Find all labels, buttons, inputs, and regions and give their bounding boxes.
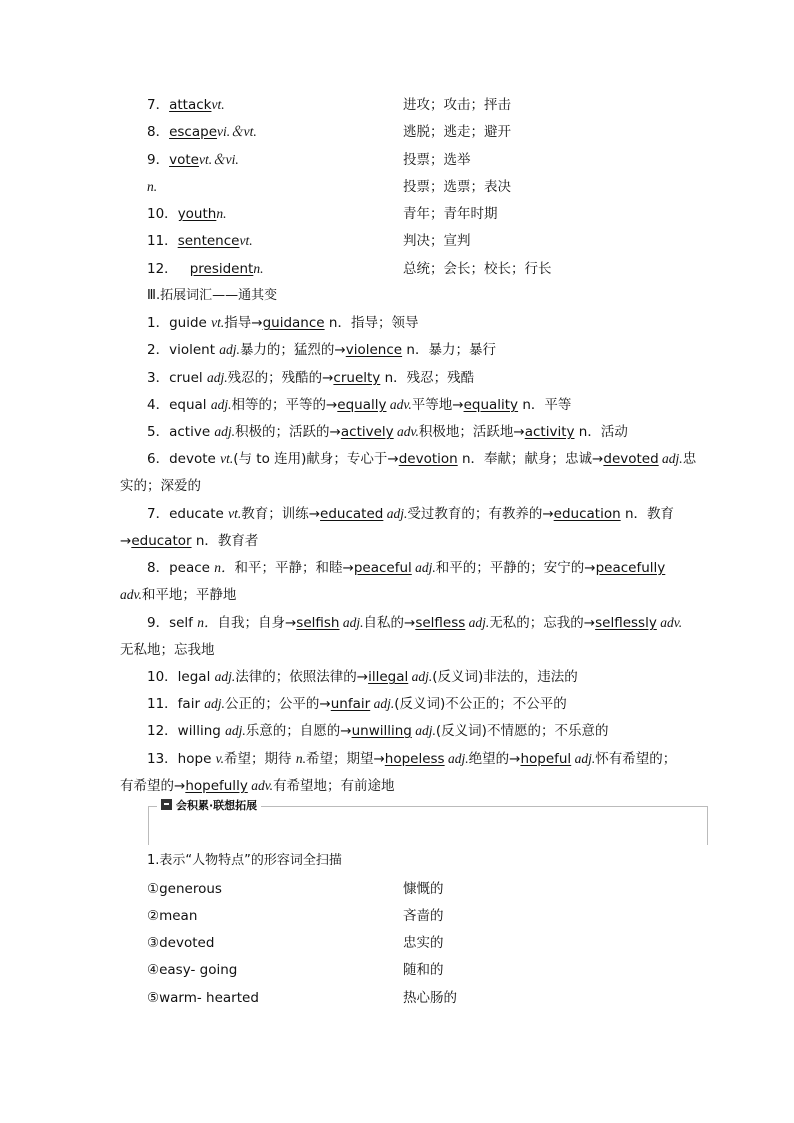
vocab-meaning: 青年；青年时期 — [403, 206, 498, 222]
part-of-speech: vt. — [211, 97, 225, 112]
ext-line-3: 3．cruel adj.残忍的；残酷的→cruelty n．残忍；残酷 — [147, 370, 475, 386]
ext-line-1: 1．guide vt.指导→guidance n．指导；领导 — [147, 315, 419, 331]
item-number: 10． — [147, 206, 178, 222]
ext-line-10: 10．legal adj.法律的；依照法律的→illegal adj.(反义词)非法的，违法的 — [147, 669, 578, 685]
part1-title: 1.表示“人物特点”的形容词全扫描 — [147, 853, 342, 868]
ext-line-4: 4．equal adj.相等的；平等的→equally adv.平等地→equality n．平等 — [147, 397, 572, 413]
ext-line-5: 5．active adj.积极的；活跃的→actively adv.积极地；活跃地→activity n．活动 — [147, 424, 628, 440]
vocab-word: escape — [169, 124, 218, 140]
ext-line-7-cont: →educator n．教育者 — [120, 533, 259, 549]
ext-line-13: 13．hope v.希望；期待 n.希望；期望→hopeless adj.绝望的→hopeful adj.怀有希望的； — [147, 751, 677, 767]
ext-line-2: 2．violent adj.暴力的；猛烈的→violence n．暴力；暴行 — [147, 342, 496, 358]
ext-line-13-cont: 有希望的→hopefully adv.有希望地；有前途地 — [120, 778, 395, 794]
ext-line-8: 8．peace n．和平；平静；和睦→peaceful adj.和平的；平静的；安宁的→peacefully — [147, 560, 666, 576]
adjective-cn: 慷慨的 — [403, 881, 444, 897]
ext-line-8-cont: adv.和平地；平静地 — [120, 587, 237, 603]
minus-square-icon — [161, 799, 172, 810]
adjective-cn: 忠实的 — [403, 935, 444, 951]
vocab-row-9-noun — [147, 177, 707, 197]
ext-line-11: 11．fair adj.公正的；公平的→unfair adj.(反义词)不公正的；不公平的 — [147, 696, 567, 712]
vocab-meaning: 投票；选举 — [403, 152, 471, 168]
vocab-meaning: 判决；宣判 — [403, 233, 471, 249]
vocab-word: vote — [169, 152, 199, 168]
part-of-speech: vt. — [239, 233, 253, 248]
vocab-row-8 — [147, 122, 707, 142]
item-number: 7． — [147, 97, 170, 113]
adjective-en: ④easy- going — [147, 962, 238, 978]
adjective-en: ③devoted — [147, 935, 215, 951]
ext-line-6: 6．devote vt.(与 to 连用)献身；专心于→devotion n．奉献；献身；忠诚→devoted adj.忠 — [147, 451, 697, 467]
part-of-speech: n. — [253, 261, 264, 276]
adjective-cn: 热心肠的 — [403, 990, 457, 1006]
ext-line-12: 12．willing adj.乐意的；自愿的→unwilling adj.(反义词)不情愿的；不乐意的 — [147, 723, 609, 739]
ext-line-6-cont: 实的；深爱的 — [120, 478, 201, 494]
accumulation-box — [148, 799, 708, 845]
part-of-speech: vt.＆vi. — [198, 152, 239, 167]
vocab-row-7 — [147, 95, 707, 115]
ext-line-7: 7．educate vt.教育；训练→educated adj.受过教育的；有教养的→education n．教育 — [147, 506, 675, 522]
vocab-row-11 — [147, 231, 707, 251]
vocab-meaning: 进攻；攻击；抨击 — [403, 97, 511, 113]
vocab-row-12 — [147, 259, 707, 279]
item-number: 11． — [147, 233, 178, 249]
adjective-row — [147, 879, 707, 899]
vocab-word: sentence — [177, 233, 240, 249]
part-of-speech: n. — [147, 179, 158, 194]
ext-line-9-cont: 无私地；忘我地 — [120, 642, 215, 658]
item-number: 9． — [147, 152, 170, 168]
adjective-row — [147, 906, 707, 926]
adjective-cn: 随和的 — [403, 962, 444, 978]
ext-line-9: 9．self n．自我；自身→selfish adj.自私的→selfless adj.无私的；忘我的→selflessly adv. — [147, 615, 683, 631]
part-of-speech: n. — [216, 206, 227, 221]
box-title: 会积累·联想拓展 — [157, 798, 261, 814]
vocab-row-10 — [147, 204, 707, 224]
adjective-en: ①generous — [147, 881, 222, 897]
vocab-row-9 — [147, 150, 707, 170]
adjective-row — [147, 988, 707, 1008]
item-number: 12． — [147, 261, 178, 277]
item-number: 8． — [147, 124, 170, 140]
vocab-meaning: 投票；选票；表决 — [403, 179, 511, 195]
adjective-row — [147, 933, 707, 953]
adjective-en: ⑤warm- hearted — [147, 990, 259, 1006]
vocab-word: attack — [169, 97, 212, 113]
adjective-row — [147, 960, 707, 980]
adjective-en: ②mean — [147, 908, 198, 924]
vocab-word: youth — [177, 206, 217, 222]
vocab-meaning: 逃脱；逃走；避开 — [403, 124, 511, 140]
section-title: Ⅲ.拓展词汇——通其变 — [147, 288, 278, 303]
part-of-speech: vi.＆vt. — [217, 124, 257, 139]
adjective-cn: 吝啬的 — [403, 908, 444, 924]
vocab-meaning: 总统；会长；校长；行长 — [403, 261, 552, 277]
vocab-word: president — [189, 261, 254, 277]
